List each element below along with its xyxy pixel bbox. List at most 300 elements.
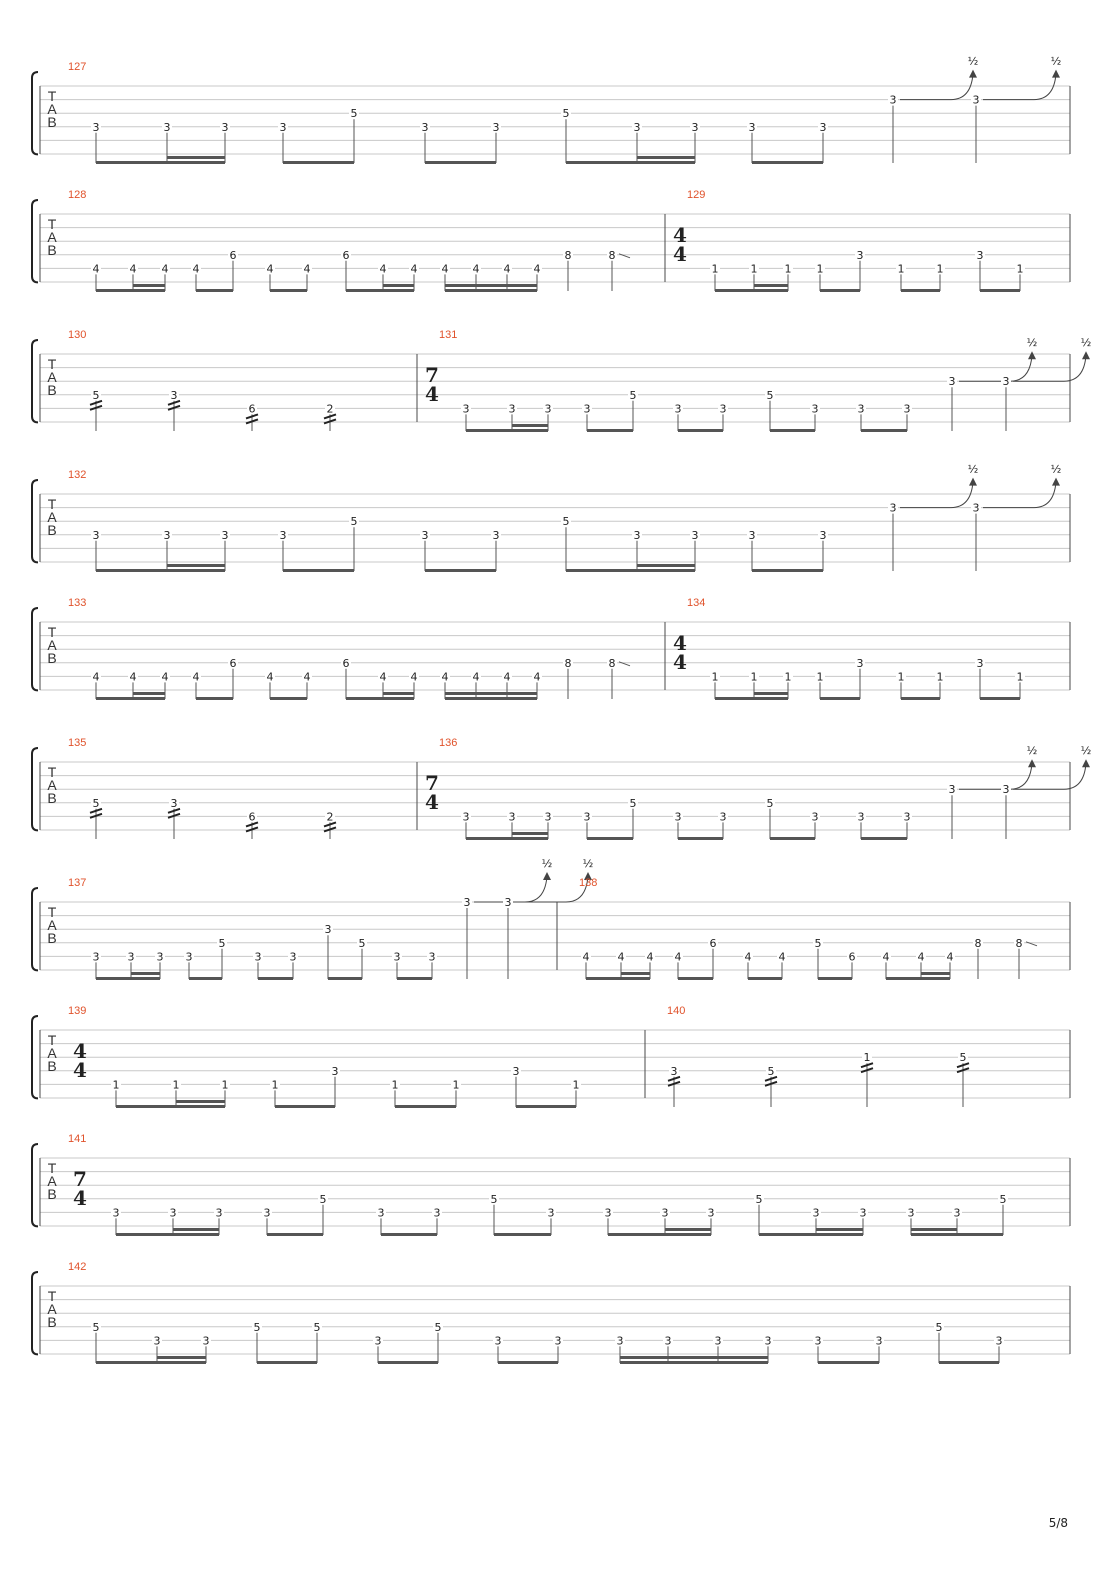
bend-arrow <box>1052 70 1060 78</box>
beam-primary <box>901 289 940 292</box>
fret-number: 3 <box>544 810 552 824</box>
tab-clef-letter: A <box>47 229 57 245</box>
fret-number: 3 <box>547 1206 555 1220</box>
tab-clef-letter: T <box>47 1160 57 1176</box>
fret-number: 4 <box>778 950 786 964</box>
tab-clef-letter: B <box>47 1314 57 1330</box>
beam-primary <box>189 977 222 980</box>
bend-curve <box>983 482 1056 508</box>
fret-number: 3 <box>674 810 682 824</box>
measure-number: 137 <box>68 877 87 889</box>
system-bracket <box>32 608 38 690</box>
bend-label: ½ <box>1050 462 1062 476</box>
fret-number: 5 <box>92 796 100 810</box>
fret-number: 6 <box>848 950 856 964</box>
beam-primary <box>498 1361 558 1364</box>
bend-label: ½ <box>1080 336 1092 350</box>
fret-number: 3 <box>492 528 500 542</box>
beam-secondary <box>173 1228 219 1231</box>
fret-number: 3 <box>508 402 516 416</box>
beam-primary <box>770 837 815 840</box>
fret-number: 5 <box>629 388 637 402</box>
fret-number: 3 <box>221 528 229 542</box>
measure-number: 136 <box>439 737 458 749</box>
fret-number: 6 <box>248 810 256 824</box>
bend-arrow <box>1082 759 1090 767</box>
fret-number: 4 <box>582 950 590 964</box>
fret-number: 5 <box>629 796 637 810</box>
beam-primary <box>494 1233 551 1236</box>
fret-number: 4 <box>379 670 387 684</box>
fret-number: 4 <box>441 262 449 276</box>
fret-number: 1 <box>221 1078 229 1092</box>
fret-number: 3 <box>215 1206 223 1220</box>
fret-number: 5 <box>253 1320 261 1334</box>
fret-number: 4 <box>917 950 925 964</box>
fret-number: 3 <box>492 120 500 134</box>
tab-clef-letter: B <box>47 242 57 258</box>
fret-number: 3 <box>153 1334 161 1348</box>
beam-secondary <box>176 1100 225 1103</box>
page-number: 5/8 <box>1048 1516 1068 1530</box>
fret-number: 3 <box>508 810 516 824</box>
fret-number: 3 <box>331 1064 339 1078</box>
beam-primary <box>752 161 823 164</box>
fret-number: 2 <box>326 810 334 824</box>
tab-clef-letter: T <box>47 356 57 372</box>
fret-number: 5 <box>92 388 100 402</box>
tab-clef-letter: T <box>47 624 57 640</box>
beam-primary <box>96 697 165 700</box>
beam-primary <box>516 1105 576 1108</box>
time-signature-top: 7 <box>425 363 439 387</box>
fret-number: 3 <box>221 120 229 134</box>
fret-number: 5 <box>935 1320 943 1334</box>
fret-number: 3 <box>279 120 287 134</box>
fret-number: 3 <box>583 810 591 824</box>
fret-number: 2 <box>326 402 334 416</box>
beam-primary <box>939 1361 999 1364</box>
fret-number: 5 <box>490 1192 498 1206</box>
fret-number: 1 <box>1016 262 1024 276</box>
beam-primary <box>466 429 548 432</box>
fret-number: 5 <box>562 515 570 529</box>
fret-number: 4 <box>303 262 311 276</box>
fret-number: 3 <box>428 950 436 964</box>
fret-number: 4 <box>192 670 200 684</box>
fret-number: 4 <box>303 670 311 684</box>
bend-label: ½ <box>1080 744 1092 758</box>
beam-primary <box>901 697 940 700</box>
fret-number: 6 <box>342 248 350 262</box>
fret-number: 5 <box>767 1064 775 1078</box>
tab-clef-letter: B <box>47 1186 57 1202</box>
beam-primary <box>818 1361 879 1364</box>
fret-number: 3 <box>463 896 471 909</box>
tab-clef-letter: T <box>47 88 57 104</box>
fret-number: 4 <box>410 670 418 684</box>
fret-number: 1 <box>936 670 944 684</box>
beam-secondary <box>512 424 548 427</box>
fret-number: 3 <box>972 93 980 107</box>
bend-curve <box>983 74 1056 100</box>
system-bracket <box>32 72 38 154</box>
beam-primary <box>283 569 354 572</box>
fret-number: 4 <box>161 262 169 276</box>
fret-number: 4 <box>192 262 200 276</box>
fret-number: 3 <box>903 402 911 416</box>
fret-number: 5 <box>319 1192 327 1206</box>
beam-primary <box>566 161 695 164</box>
beam-primary <box>861 429 907 432</box>
tab-clef-letter: A <box>47 101 57 117</box>
fret-number: 6 <box>229 248 237 262</box>
fret-number: 1 <box>784 670 792 684</box>
fret-number: 6 <box>342 656 350 670</box>
beam-primary <box>678 429 723 432</box>
fret-number: 4 <box>472 262 480 276</box>
time-signature-top: 4 <box>673 223 687 247</box>
fret-number: 3 <box>875 1334 883 1348</box>
fret-number: 3 <box>719 402 727 416</box>
beam-secondary <box>383 692 414 695</box>
bend-curve <box>900 74 973 100</box>
bend-arrow <box>543 872 551 880</box>
fret-number: 3 <box>661 1206 669 1220</box>
beam-secondary <box>445 284 537 287</box>
tab-clef-letter: T <box>47 1288 57 1304</box>
fret-number: 6 <box>709 936 717 950</box>
measure-number: 139 <box>68 1005 87 1017</box>
beam-primary <box>587 837 633 840</box>
beam-secondary <box>131 972 160 975</box>
fret-number: 3 <box>707 1206 715 1220</box>
bend-arrow <box>1082 351 1090 359</box>
time-signature-bottom: 4 <box>73 1186 87 1210</box>
beam-primary <box>96 569 225 572</box>
beam-primary <box>116 1233 219 1236</box>
fret-number: 4 <box>882 950 890 964</box>
beam-primary <box>96 289 165 292</box>
tab-clef-letter: A <box>47 917 57 933</box>
fret-number: 3 <box>976 248 984 262</box>
bend-arrow <box>1028 759 1036 767</box>
beam-secondary <box>921 972 950 975</box>
fret-number: 3 <box>633 120 641 134</box>
system-bracket <box>32 1144 38 1226</box>
fret-number: 3 <box>811 402 819 416</box>
fret-number: 5 <box>999 1192 1007 1206</box>
fret-number: 3 <box>948 783 956 797</box>
fret-number: 1 <box>750 262 758 276</box>
beam-secondary <box>445 692 537 695</box>
beam-primary <box>911 1233 1003 1236</box>
fret-number: 1 <box>711 670 719 684</box>
beam-primary <box>258 977 293 980</box>
fret-number: 4 <box>441 670 449 684</box>
fret-number: 5 <box>92 1320 100 1334</box>
bend-curve <box>959 355 1032 381</box>
beam-primary <box>820 697 860 700</box>
fret-number: 4 <box>266 262 274 276</box>
fret-number: 3 <box>170 388 178 402</box>
fret-number: 3 <box>554 1334 562 1348</box>
fret-number: 3 <box>819 120 827 134</box>
fret-number: 3 <box>674 402 682 416</box>
beam-primary <box>715 289 788 292</box>
beam-primary <box>283 161 354 164</box>
beam-primary <box>566 569 695 572</box>
fret-number: 1 <box>572 1078 580 1092</box>
beam-secondary <box>620 1356 768 1359</box>
fret-number: 4 <box>503 262 511 276</box>
beam-primary <box>96 161 225 164</box>
fret-number: 3 <box>583 402 591 416</box>
time-signature-bottom: 4 <box>673 650 687 674</box>
fret-number: 8 <box>1015 936 1023 950</box>
beam-secondary <box>911 1228 957 1231</box>
fret-number: 4 <box>410 262 418 276</box>
system-bracket <box>32 1272 38 1354</box>
time-signature-bottom: 4 <box>425 382 439 406</box>
time-signature-top: 4 <box>673 631 687 655</box>
fret-number: 3 <box>664 1334 672 1348</box>
measure-number: 134 <box>687 597 706 609</box>
measure-number: 127 <box>68 61 87 73</box>
fret-number: 3 <box>764 1334 772 1348</box>
fret-number: 4 <box>503 670 511 684</box>
beam-secondary <box>512 832 548 835</box>
fret-number: 8 <box>974 936 982 950</box>
system-bracket <box>32 748 38 830</box>
tab-clef-letter: T <box>47 764 57 780</box>
fret-number: 3 <box>604 1206 612 1220</box>
fret-number: 4 <box>533 670 541 684</box>
tab-clef-letter: A <box>47 1173 57 1189</box>
fret-number: 3 <box>494 1334 502 1348</box>
beam-secondary <box>133 692 165 695</box>
tab-clef-letter: B <box>47 790 57 806</box>
beam-primary <box>395 1105 456 1108</box>
beam-primary <box>397 977 432 980</box>
fret-number: 5 <box>350 515 358 529</box>
fret-number: 3 <box>92 950 100 964</box>
fret-number: 3 <box>719 810 727 824</box>
beam-primary <box>378 1361 438 1364</box>
fret-number: 3 <box>512 1064 520 1078</box>
beam-secondary <box>816 1228 863 1231</box>
fret-number: 4 <box>266 670 274 684</box>
time-signature-bottom: 4 <box>73 1058 87 1082</box>
fret-number: 5 <box>434 1320 442 1334</box>
beam-secondary <box>167 156 225 159</box>
fret-number: 3 <box>163 120 171 134</box>
measure-number: 142 <box>68 1261 87 1273</box>
fret-number: 3 <box>92 528 100 542</box>
fret-number: 6 <box>248 402 256 416</box>
fret-number: 3 <box>504 896 512 909</box>
fret-number: 5 <box>218 936 226 950</box>
measure-number: 131 <box>439 329 458 341</box>
fret-number: 3 <box>289 950 297 964</box>
fret-number: 3 <box>972 501 980 515</box>
measure-number: 128 <box>68 189 87 201</box>
beam-primary <box>715 697 788 700</box>
fret-number: 3 <box>633 528 641 542</box>
fret-number: 5 <box>350 107 358 121</box>
bend-curve <box>900 482 973 508</box>
fret-number: 3 <box>811 810 819 824</box>
fret-number: 3 <box>433 1206 441 1220</box>
fret-number: 3 <box>812 1206 820 1220</box>
fret-number: 1 <box>391 1078 399 1092</box>
fret-number: 3 <box>263 1206 271 1220</box>
beam-primary <box>586 977 650 980</box>
beam-primary <box>861 837 907 840</box>
beam-primary <box>270 697 307 700</box>
bend-curve <box>1013 355 1086 381</box>
tab-clef-letter: A <box>47 777 57 793</box>
fret-number: 5 <box>755 1192 763 1206</box>
beam-secondary <box>754 284 788 287</box>
measure-number: 135 <box>68 737 87 749</box>
beam-primary <box>425 569 496 572</box>
fret-number: 3 <box>421 120 429 134</box>
beam-primary <box>381 1233 437 1236</box>
fret-number: 5 <box>358 936 366 950</box>
fret-number: 5 <box>766 796 774 810</box>
system-bracket <box>32 1016 38 1098</box>
fret-number: 4 <box>744 950 752 964</box>
fret-number: 1 <box>784 262 792 276</box>
tab-clef-letter: B <box>47 1058 57 1074</box>
beam-primary <box>678 977 713 980</box>
beam-primary <box>346 289 414 292</box>
tab-clef-letter: B <box>47 382 57 398</box>
beam-primary <box>748 977 782 980</box>
fret-number: 3 <box>814 1334 822 1348</box>
fret-number: 3 <box>544 402 552 416</box>
beam-secondary <box>621 972 650 975</box>
fret-number: 4 <box>129 262 137 276</box>
fret-number: 3 <box>462 402 470 416</box>
fret-number: 4 <box>472 670 480 684</box>
fret-number: 3 <box>995 1334 1003 1348</box>
fret-number: 3 <box>859 1206 867 1220</box>
fret-number: 8 <box>608 248 616 262</box>
fret-number: 3 <box>185 950 193 964</box>
fret-number: 1 <box>711 262 719 276</box>
beam-primary <box>96 1361 206 1364</box>
beam-primary <box>196 289 233 292</box>
beam-primary <box>328 977 362 980</box>
tab-clef-letter: A <box>47 509 57 525</box>
beam-primary <box>346 697 414 700</box>
fret-number: 1 <box>1016 670 1024 684</box>
beam-secondary <box>167 564 225 567</box>
bend-curve <box>959 763 1032 789</box>
tab-clef-letter: T <box>47 1032 57 1048</box>
beam-primary <box>267 1233 323 1236</box>
bend-label: ½ <box>1050 54 1062 68</box>
beam-secondary <box>637 156 695 159</box>
bend-label: ½ <box>967 54 979 68</box>
system-bracket <box>32 888 38 970</box>
fret-number: 3 <box>92 120 100 134</box>
fret-number: 5 <box>562 107 570 121</box>
fret-number: 3 <box>156 950 164 964</box>
fret-number: 3 <box>670 1064 678 1078</box>
bend-arrow <box>1052 478 1060 486</box>
fret-number: 3 <box>856 248 864 262</box>
fret-number: 4 <box>946 950 954 964</box>
fret-number: 3 <box>691 528 699 542</box>
fret-number: 1 <box>897 670 905 684</box>
fret-number: 3 <box>421 528 429 542</box>
tab-clef-letter: T <box>47 904 57 920</box>
fret-number: 3 <box>112 1206 120 1220</box>
fret-number: 3 <box>393 950 401 964</box>
beam-primary <box>980 289 1020 292</box>
measure-number: 129 <box>687 189 706 201</box>
fret-number: 3 <box>324 923 332 937</box>
fret-number: 1 <box>936 262 944 276</box>
fret-number: 1 <box>750 670 758 684</box>
fret-number: 4 <box>617 950 625 964</box>
fret-number: 4 <box>161 670 169 684</box>
fret-number: 1 <box>172 1078 180 1092</box>
fret-number: 4 <box>674 950 682 964</box>
tab-clef-letter: A <box>47 1301 57 1317</box>
bend-label: ½ <box>967 462 979 476</box>
fret-number: 1 <box>271 1078 279 1092</box>
measure-number: 133 <box>68 597 87 609</box>
fret-number: 3 <box>691 120 699 134</box>
beam-secondary <box>133 284 165 287</box>
beam-primary <box>608 1233 711 1236</box>
bend-curve <box>1013 763 1086 789</box>
beam-primary <box>678 837 723 840</box>
fret-number: 1 <box>112 1078 120 1092</box>
tab-clef-letter: B <box>47 930 57 946</box>
time-signature-top: 4 <box>73 1039 87 1063</box>
fret-number: 8 <box>608 656 616 670</box>
fret-number: 3 <box>953 1206 961 1220</box>
system-bracket <box>32 200 38 282</box>
fret-number: 3 <box>1002 783 1010 797</box>
beam-secondary <box>157 1356 206 1359</box>
bend-label: ½ <box>1026 336 1038 350</box>
time-signature-bottom: 4 <box>673 242 687 266</box>
fret-number: 5 <box>313 1320 321 1334</box>
fret-number: 1 <box>816 670 824 684</box>
beam-primary <box>620 1361 768 1364</box>
fret-number: 8 <box>564 248 572 262</box>
fret-number: 4 <box>646 950 654 964</box>
fret-number: 1 <box>452 1078 460 1092</box>
tab-clef-letter: T <box>47 496 57 512</box>
fret-number: 1 <box>863 1051 871 1065</box>
fret-number: 3 <box>616 1334 624 1348</box>
fret-number: 4 <box>92 670 100 684</box>
fret-number: 5 <box>766 388 774 402</box>
fret-number: 4 <box>533 262 541 276</box>
beam-primary <box>196 697 233 700</box>
system-bracket <box>32 480 38 562</box>
fret-number: 3 <box>127 950 135 964</box>
beam-primary <box>425 161 496 164</box>
bend-curve <box>515 876 588 902</box>
